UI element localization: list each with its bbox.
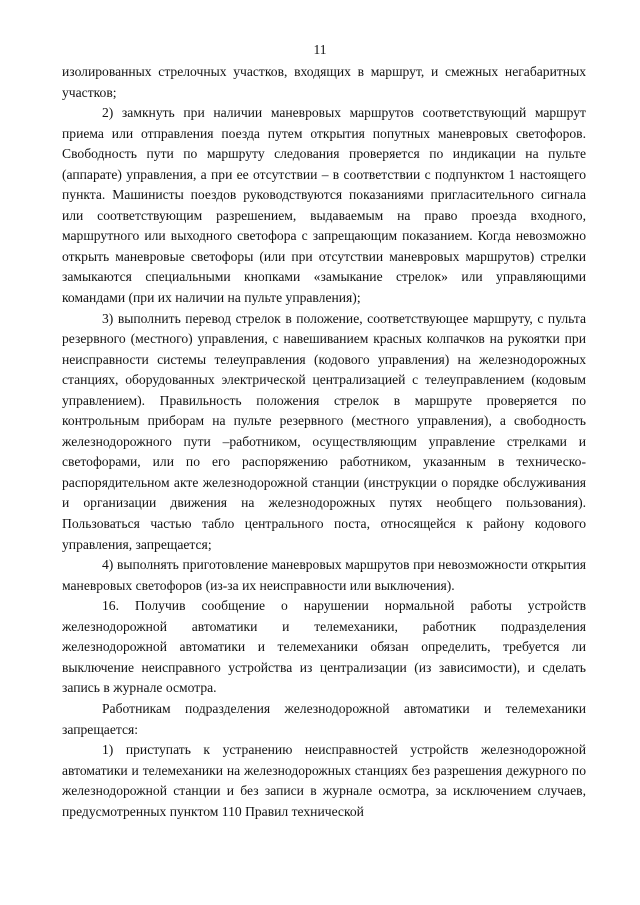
page-number: 11 [313,42,327,57]
paragraph-item-2: 2) замкнуть при наличии маневровых маршрутов соответствующий маршрут приема или отправления поезда путем открытия попутных маневровых светофоров. Свободность пути по маршруту следования проверяется по индикации на пульте (аппарате) управления, а при ее отсутствии – в соответствии с подпунктом 1 настоящего пункта. Машинисты поездов руководствуются показаниями пригласительного сигнала или соответствующим разрешением, выдаваемым на право проезда входного, маршрутного или выходного светофора с запрещающим показанием. Когда невозможно открыть маневровые светофоры (или при отсутствии маневровых маршрутов) стрелки замыкаются специальными кнопками «замыкание стрелок» или управляющими командами (при их наличии на пульте управления); [62,105,586,306]
paragraph-prohibition-intro: Работникам подразделения железнодорожной автоматики и телемеханики запрещается: [62,700,586,737]
paragraph-item-3: 3) выполнить перевод стрелок в положение, соответствующее маршруту, с пульта резервного (местного) управления, с навешиванием красных колпачков на рукоятки при неисправности системы телеуправления (кодового управления) на железнодорожных станциях, оборудованных электрической централизацией с телеуправлением (кодовым управлением). Правильность положения стрелок в маршруте проверяется по контрольным приборам на пульте резервного (местного управления), а свободность железнодорожного пути –работником, осуществляющим управление стрелками и светофорами, или по его распоряжению работником, указанным в техническо-распорядительном акте железнодорожной станции (инструкции о порядке обслуживания и организации движения на железнодорожных путях необщего пользования). Пользоваться частью табло центрального поста, относящейся к району кодового управления, запрещается; [62,310,586,552]
document-body [62,62,586,822]
paragraph-section-16: 16. Получив сообщение о нарушении нормальной работы устройств железнодорожной автоматики и телемеханики, работник подразделения железнодорожной автоматики и телемеханики обязан определить, требуется ли выключение неисправного устройства из централизации (из зависимости), и сделать запись в журнале осмотра. [62,598,586,696]
paragraph-item-4: 4) выполнять приготовление маневровых маршрутов при невозможности открытия маневровых светофоров (из-за их неисправности или выключения). [62,557,586,593]
paragraph-continuation: изолированных стрелочных участков, входящих в маршрут, и смежных негабаритных участков; [62,64,586,100]
paragraph-prohibition-item-1: 1) приступать к устранению неисправностей устройств железнодорожной автоматики и телемеханики на железнодорожных станциях без разрешения дежурного по железнодорожной станции и без записи в журнале осмотра, за исключением случаев, предусмотренных пунктом 110 Правил технической [62,742,586,819]
